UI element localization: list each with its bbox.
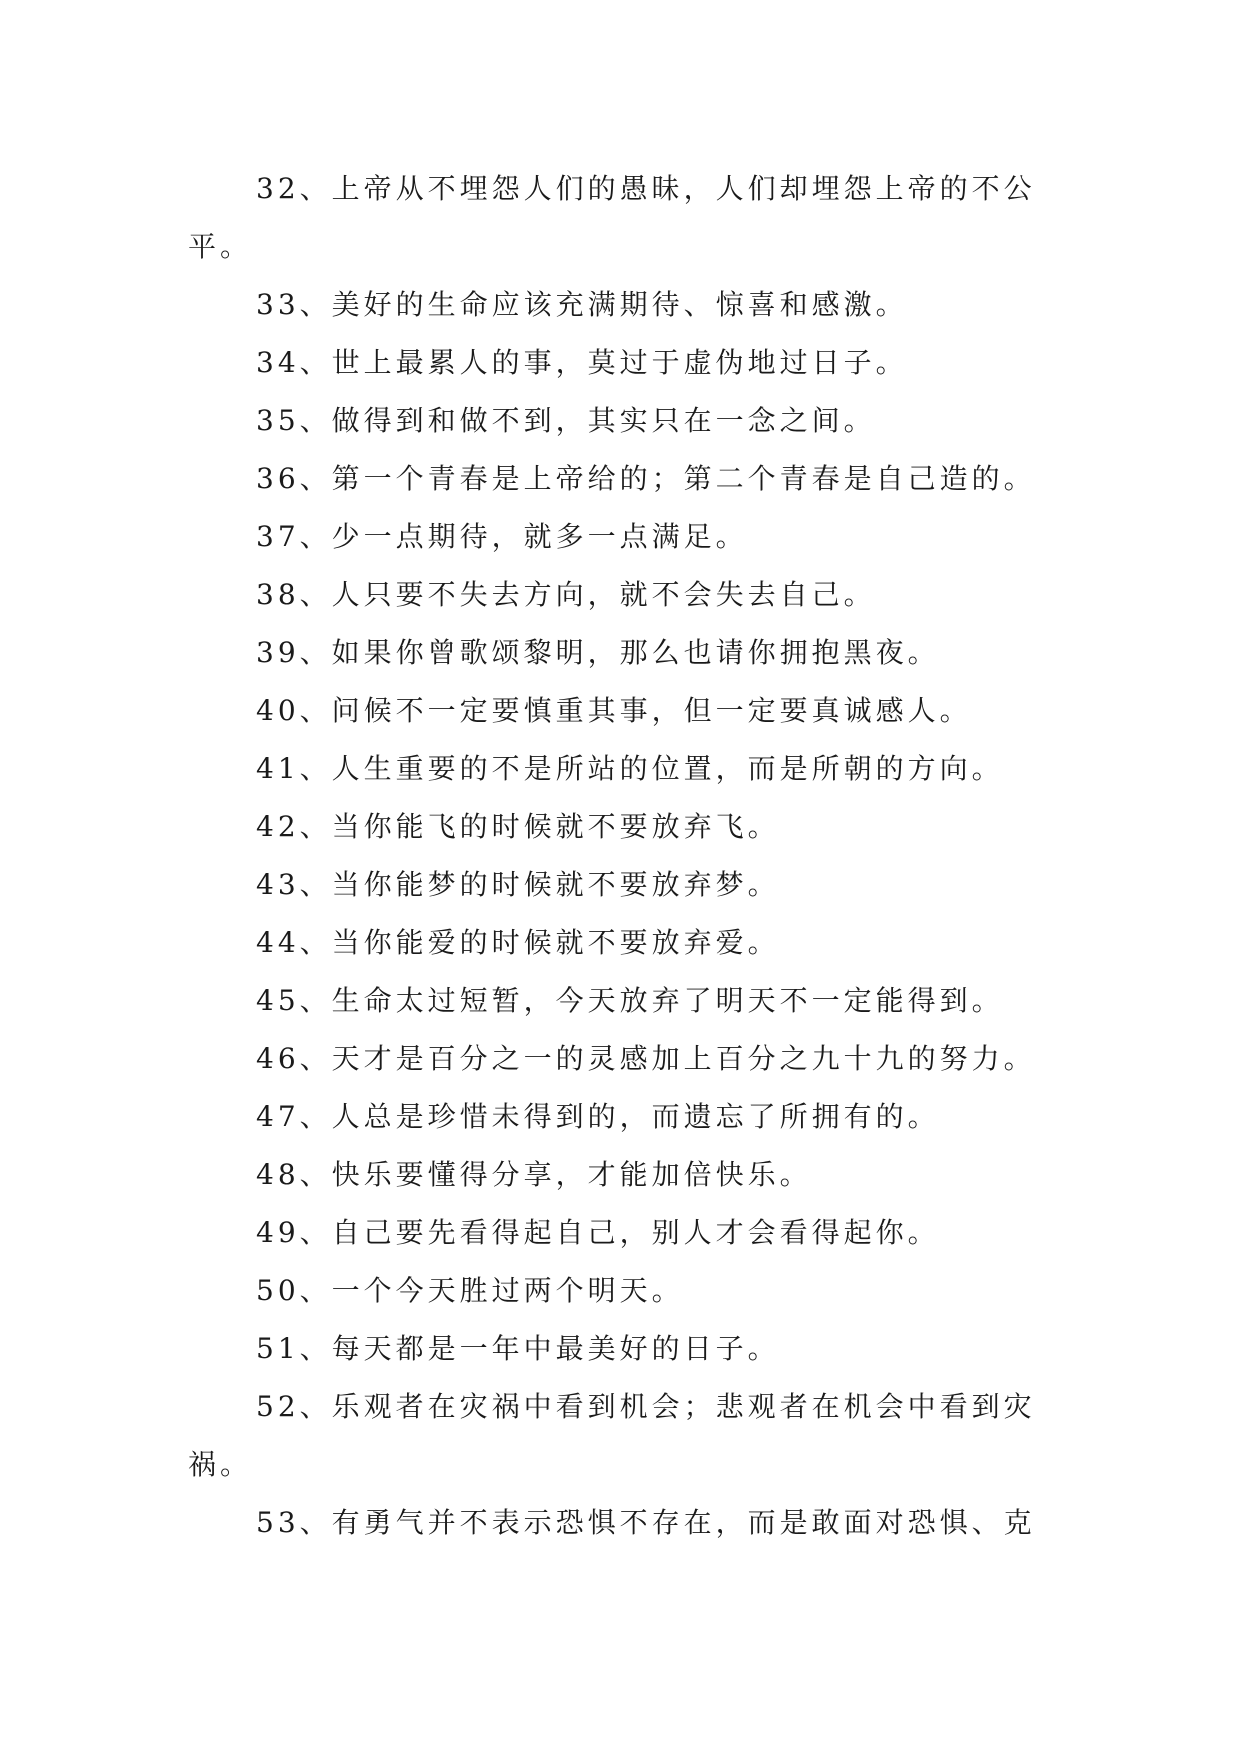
paragraph-43: 43、当你能梦的时候就不要放弃梦。 [256, 868, 780, 901]
paragraph-36: 36、第一个青春是上帝给的；第二个青春是自己造的。 [256, 462, 1036, 495]
paragraph-37: 37、少一点期待，就多一点满足。 [256, 520, 748, 553]
paragraph-50: 50、一个今天胜过两个明天。 [256, 1274, 684, 1307]
paragraph-51: 51、每天都是一年中最美好的日子。 [256, 1332, 780, 1365]
paragraph-42: 42、当你能飞的时候就不要放弃飞。 [256, 810, 780, 843]
paragraph-34: 34、世上最累人的事，莫过于虚伪地过日子。 [256, 346, 908, 379]
paragraph-39: 39、如果你曾歌颂黎明，那么也请你拥抱黑夜。 [256, 636, 940, 669]
paragraph-44: 44、当你能爱的时候就不要放弃爱。 [256, 926, 780, 959]
paragraph-33: 33、美好的生命应该充满期待、惊喜和感激。 [256, 288, 908, 321]
paragraph-47: 47、人总是珍惜未得到的，而遗忘了所拥有的。 [256, 1100, 940, 1133]
paragraph-40: 40、问候不一定要慎重其事，但一定要真诚感人。 [256, 694, 972, 727]
paragraph-35: 35、做得到和做不到，其实只在一念之间。 [256, 404, 876, 437]
paragraph-45: 45、生命太过短暂，今天放弃了明天不一定能得到。 [256, 984, 1004, 1017]
paragraph-41: 41、人生重要的不是所站的位置，而是所朝的方向。 [256, 752, 1004, 785]
paragraph-52: 52、乐观者在灾祸中看到机会；悲观者在机会中看到灾祸。 [188, 1390, 1036, 1481]
document-body [188, 160, 1058, 1552]
paragraph-49: 49、自己要先看得起自己，别人才会看得起你。 [256, 1216, 940, 1249]
paragraph-53: 53、有勇气并不表示恐惧不存在，而是敢面对恐惧、克 [256, 1506, 1036, 1539]
paragraph-48: 48、快乐要懂得分享，才能加倍快乐。 [256, 1158, 812, 1191]
paragraph-32: 32、上帝从不埋怨人们的愚昧，人们却埋怨上帝的不公平。 [188, 172, 1036, 263]
paragraph-46: 46、天才是百分之一的灵感加上百分之九十九的努力。 [256, 1042, 1036, 1075]
paragraph-38: 38、人只要不失去方向，就不会失去自己。 [256, 578, 876, 611]
